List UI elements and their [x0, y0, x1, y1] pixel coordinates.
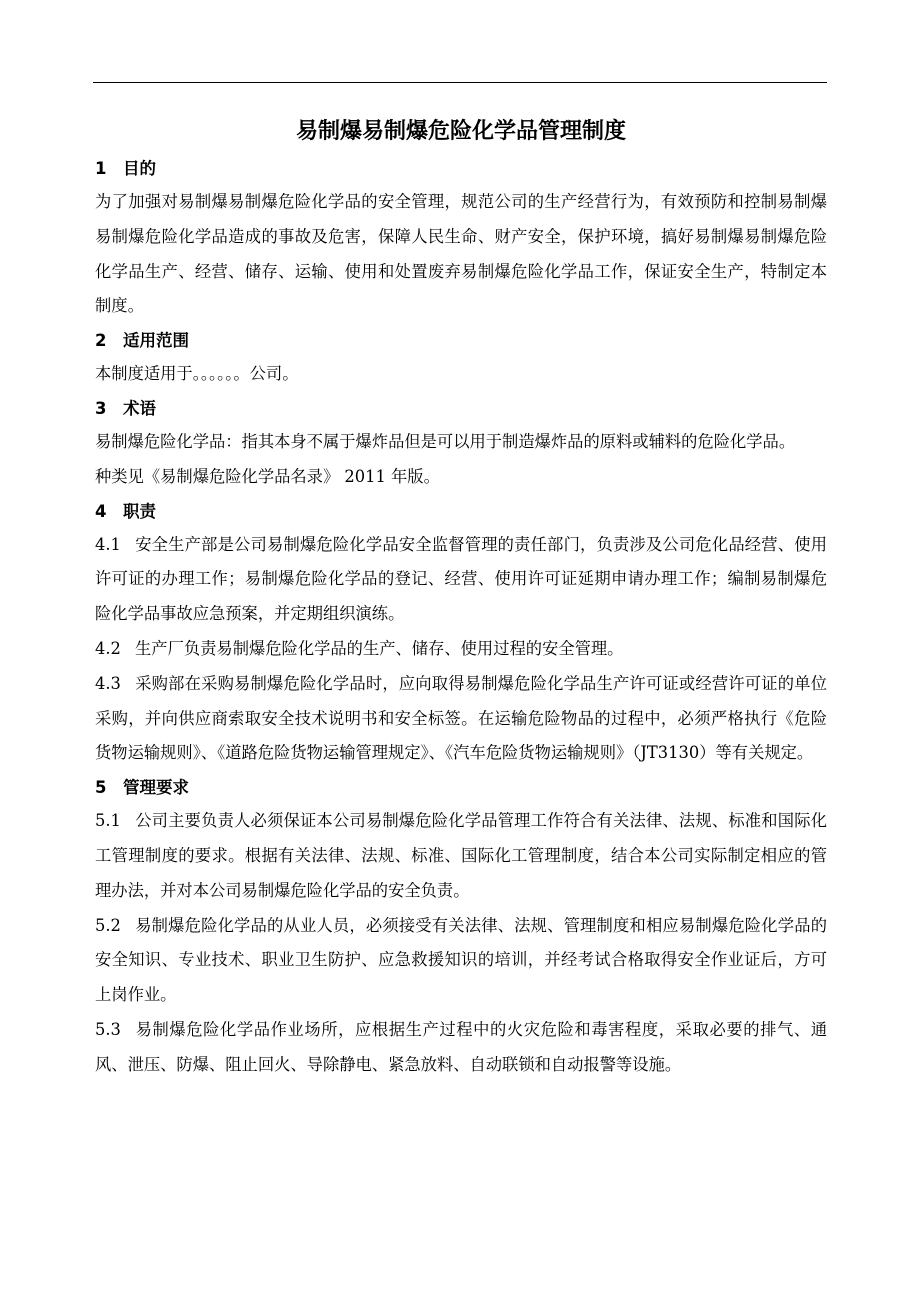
- clause-text: 安全生产部是公司易制爆危险化学品安全监督管理的责任部门，负责涉及公司危化品经营、使用许可证的办理工作；易制爆危险化学品的登记、经营、使用许可证延期申请办理工作；编制易制爆危险化学品事故应急预案，并定期组织演练。: [95, 534, 827, 624]
- paragraph: [95, 528, 827, 632]
- clause-text: 公司主要负责人必须保证本公司易制爆危险化学品管理工作符合有关法律、法规、标准和国际化工管理制度的要求。根据有关法律、法规、标准、国际化工管理制度，结合本公司实际制定相应的管理办法，并对本公司易制爆危险化学品的安全负责。: [95, 811, 827, 900]
- paragraph: 为了加强对易制爆易制爆危险化学品的安全管理，规范公司的生产经营行为，有效预防和控制易制爆易制爆危险化学品造成的事故及危害，保障人民生命、财产安全，保护环境，搞好易制爆易制爆危险化学品生产、经营、储存、运输、使用和处置废弃易制爆危险化学品工作，保证安全生产，特制定本制度。: [95, 192, 827, 316]
- clause-number: 5.3: [95, 1019, 121, 1039]
- paragraph: [95, 1013, 827, 1083]
- clause-number: 5.1: [95, 811, 121, 831]
- header-rule: [93, 82, 827, 83]
- clause-text: 采购部在采购易制爆危险化学品时，应向取得易制爆危险化学品生产许可证或经营许可证的单位采购，并向供应商索取安全技术说明书和安全标签。在运输危险物品的过程中，必须严格执行《危险货物运输规则》、《道路危险货物运输管理规定》、《汽车危险货物运输规则》（JT3130）等有关规定。: [95, 673, 827, 763]
- document-title: 易制爆易制爆危险化学品管理制度: [295, 119, 626, 144]
- clause-text: 易制爆危险化学品作业场所，应根据生产过程中的火灾危险和毒害程度，采取必要的排气、通风、泄压、防爆、阻止回火、导除静电、紧急放料、自动联锁和自动报警等设施。: [95, 1019, 827, 1074]
- clause-number: 4.2: [95, 638, 121, 658]
- paragraph: [95, 632, 827, 667]
- section-number: 4: [95, 501, 107, 521]
- clause-number: 4.1: [95, 534, 121, 554]
- clause-number: 4.3: [95, 673, 121, 693]
- section-heading: [95, 324, 827, 357]
- clause-number: 5.2: [95, 915, 121, 935]
- paragraph: [95, 909, 827, 1013]
- clause-text: 生产厂负责易制爆危险化学品的生产、储存、使用过程的安全管理。: [135, 638, 624, 658]
- paragraph: [95, 667, 827, 771]
- clause-text: 易制爆危险化学品的从业人员，必须接受有关法律、法规、管理制度和相应易制爆危险化学品的安全知识、专业技术、职业卫生防护、应急救援知识的培训，并经考试合格取得安全作业证后，方可上岗作业。: [95, 915, 827, 1005]
- section-number: 1: [95, 159, 107, 178]
- paragraph: 种类见《易制爆危险化学品名录》 2011 年版。: [95, 466, 440, 486]
- paragraph: [95, 804, 827, 908]
- section-heading: [95, 495, 827, 528]
- section-number: 2: [95, 331, 107, 351]
- section-title: 管理要求: [123, 778, 189, 798]
- section-title: 适用范围: [123, 331, 189, 351]
- section-number: 3: [95, 398, 107, 418]
- section-title: 职责: [123, 501, 156, 521]
- section-heading: [95, 392, 827, 425]
- section-number: 5: [95, 778, 107, 798]
- section-title: 术语: [123, 398, 156, 418]
- section-heading: [95, 771, 827, 804]
- section-title: 目的: [123, 159, 156, 178]
- document-content: [95, 112, 827, 1083]
- paragraph: 易制爆危险化学品：指其本身不属于爆炸品但是可以用于制造爆炸品的原料或辅料的危险化学品。: [95, 431, 796, 451]
- section-heading: [95, 152, 827, 185]
- paragraph: 本制度适用于。。。。。。公司。: [95, 364, 299, 384]
